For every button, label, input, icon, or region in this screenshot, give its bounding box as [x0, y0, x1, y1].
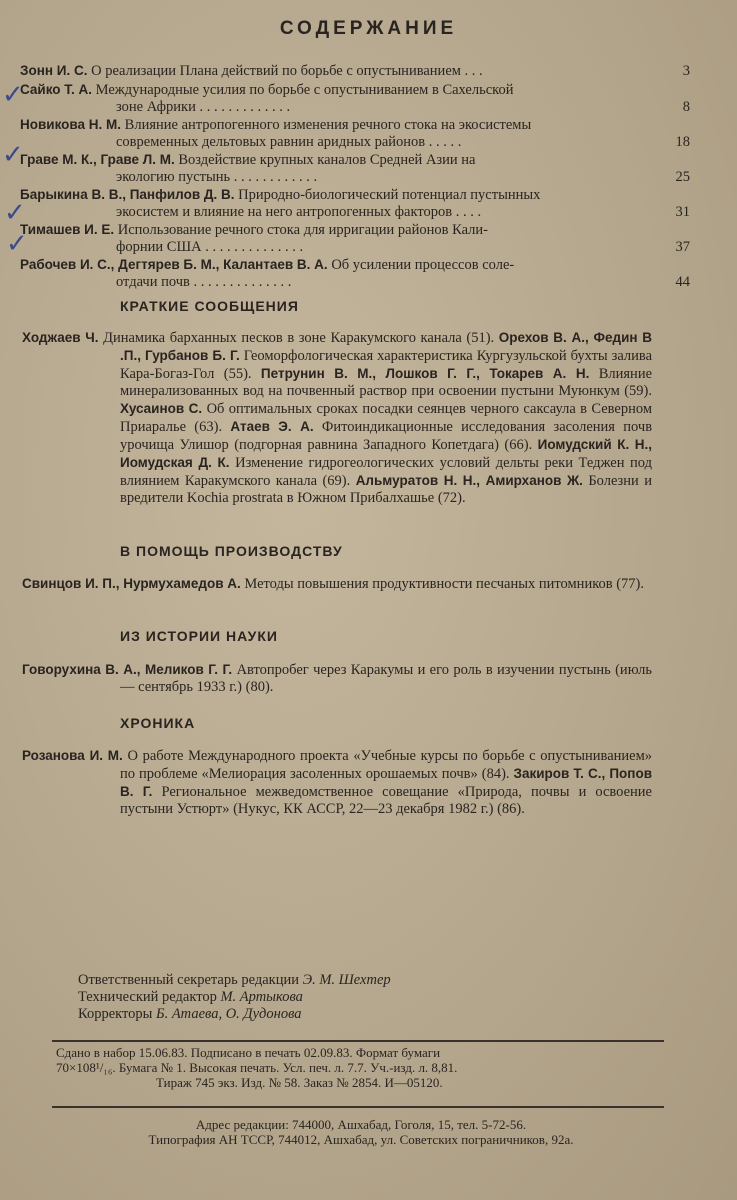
toc-entry: [20, 62, 690, 80]
toc-page: 3: [682, 63, 690, 79]
address-line: Адрес редакции: 744000, Ашхабад, Гоголя, 15, тел. 5-72-56.: [195, 1117, 527, 1132]
history-paragraph: [22, 661, 652, 696]
toc-title: Влияние антропогенного изменения речного стока на экосистемы: [124, 117, 532, 133]
section-heading-short: КРАТКИЕ СООБЩЕНИЯ: [120, 298, 299, 314]
item-title: О работе Международного проекта «Учебные курсы по борьбе с опустыниванием» по проблеме «Мелиорация засоленных орошаемых почв» (84).: [120, 748, 653, 782]
item-title: Изменение гидрогеологических условий дельты реки Теджен под влиянием Каракумского канала (69).: [120, 455, 653, 489]
toc-authors: Граве М. К., Граве Л. М.: [20, 152, 175, 167]
toc-title-cont: зоне Африки . . . . . . . . . . . . .: [116, 99, 291, 115]
short-communications-paragraph: [22, 329, 652, 507]
toc-title-cont: современных дельтовых равнин аридных районов . . . . .: [116, 134, 462, 150]
item-title: Динамика барханных песков в зоне Каракумского канала (51).: [103, 330, 495, 346]
toc-entry: [20, 81, 690, 116]
toc-title: О реализации Плана действий по борьбе с опустыниванием . . .: [91, 63, 483, 79]
toc-page: 37: [675, 239, 690, 255]
check-mark-icon: ✓: [4, 198, 26, 228]
toc-page: 31: [675, 204, 690, 220]
credit-line: Корректоры Б. Атаева, О. Дудонова: [78, 1006, 302, 1022]
toc-entry: [20, 221, 690, 256]
check-mark-icon: ✓: [6, 229, 28, 259]
credit-line: Технический редактор М. Артыкова: [78, 989, 303, 1005]
page-title: СОДЕРЖАНИЕ: [279, 18, 458, 39]
help-paragraph: [22, 575, 652, 593]
imprint-block: [56, 1045, 666, 1090]
toc-entry: [20, 151, 690, 186]
item-authors: Атаев Э. А.: [230, 419, 314, 434]
item-authors: Розанова И. М.: [22, 748, 123, 763]
toc-page: 25: [675, 169, 690, 185]
toc-page: 8: [682, 99, 690, 115]
item-title: Автопробег через Каракумы и его роль в изучении пустынь (июль — сентябрь 1933 г.) (80).: [120, 662, 653, 695]
item-authors: Ходжаев Ч.: [22, 330, 99, 345]
toc-page: 44: [675, 274, 690, 290]
item-title: Об оптимальных сроках посадки сеянцев черного саксаула в Северном Приаралье (63).: [120, 401, 653, 435]
address-line: Типография АН ТССР, 744012, Ашхабад, ул. Советских пограничников, 92а.: [148, 1132, 574, 1147]
imprint-line: Тираж 745 экз. Изд. № 58. Заказ № 2854. И—05120.: [156, 1075, 443, 1090]
item-authors: Закиров Т. С., Попов В. Г.: [120, 766, 652, 799]
item-authors: Иомудский К. Н., Иомудская Д. К.: [120, 437, 653, 470]
divider: [52, 1106, 664, 1108]
check-mark-icon: ✓: [2, 80, 24, 110]
item-title: Фитоиндикационные исследования засоления почв урочища Улишор (подгорная равнина Западного Копетдага) (66).: [120, 419, 653, 453]
address-block: [56, 1117, 666, 1147]
toc-title-cont: экосистем и влияние на него антропогенных факторов . . . .: [116, 204, 482, 220]
toc-authors: Барыкина В. В., Панфилов Д. В.: [20, 187, 235, 202]
item-title: Болезни и вредители Kochia prostrata в Южном Прибалхашье (72).: [120, 473, 652, 506]
item-authors: Орехов В. А., Федин В .П., Гурбанов Б. Г.: [120, 330, 652, 363]
item-authors: Свинцов И. П., Нурмухамедов А.: [22, 576, 241, 591]
section-heading-history: ИЗ ИСТОРИИ НАУКИ: [120, 628, 278, 644]
item-title: Региональное межведомственное совещание «Природа, почвы и освоение пустыни Устюрт» (Нукус, КК АССР, 22—23 декабря 1982 г.) (86).: [120, 784, 652, 817]
imprint-line: Сдано в набор 15.06.83. Подписано в печать 02.09.83. Формат бумаги: [56, 1045, 441, 1060]
toc-authors: Новикова Н. М.: [20, 117, 122, 132]
item-title: Методы повышения продуктивности песчаных питомников (77).: [244, 576, 645, 592]
toc-list: [20, 62, 690, 291]
item-authors: Говорухина В. А., Меликов Г. Г.: [22, 662, 233, 677]
toc-title: Природно-биологический потенциал пустынных: [238, 187, 541, 203]
toc-authors: Рабочев И. С., Дегтярев Б. М., Калантаев В. А.: [20, 257, 328, 272]
credit-line: Ответственный секретарь редакции Э. М. Шехтер: [78, 972, 391, 988]
item-title: Влияние минерализованных вод на почвенный раствор при освоении пустыни Муюнкум (59).: [120, 366, 653, 399]
toc-entry: [20, 186, 690, 221]
toc-title-cont: форнии США . . . . . . . . . . . . . .: [116, 239, 304, 255]
item-authors: Хусаинов С.: [120, 401, 203, 416]
toc-authors: Зонн И. С.: [20, 63, 88, 78]
toc-entry: [20, 116, 690, 151]
toc-title-cont: отдачи почв . . . . . . . . . . . . . .: [116, 274, 292, 290]
toc-title: Использование речного стока для ирригации районов Кали-: [117, 222, 488, 238]
toc-title: Об усилении процессов соле-: [331, 257, 515, 273]
toc-title: Воздействие крупных каналов Средней Азии на: [178, 152, 476, 168]
item-authors: Петрунин В. М., Лошков Г. Г., Токарев А. Н.: [260, 366, 590, 381]
item-authors: Альмуратов Н. Н., Амирханов Ж.: [355, 473, 583, 488]
divider: [52, 1040, 664, 1042]
item-title: Геоморфологическая характеристика Кургузульской бухты залива Кара-Богаз-Гол (55).: [120, 348, 653, 382]
toc-authors: Сайко Т. А.: [20, 82, 93, 97]
toc-title-cont: экологию пустынь . . . . . . . . . . . .: [116, 169, 318, 185]
toc-entry: [20, 256, 690, 291]
imprint-line: 70×108¹/₁₆. Бумага № 1. Высокая печать. Усл. печ. л. 7.7. Уч.-изд. л. 8,81.: [56, 1060, 458, 1075]
section-heading-help: В ПОМОЩЬ ПРОИЗВОДСТВУ: [120, 543, 343, 559]
toc-page: 18: [675, 134, 690, 150]
check-mark-icon: ✓: [2, 140, 24, 170]
toc-title: Международные усилия по борьбе с опустыниванием в Сахельской: [95, 82, 514, 98]
section-heading-chronicle: ХРОНИКА: [120, 715, 196, 731]
editorial-credits: [78, 972, 391, 1023]
toc-authors: Тимашев И. Е.: [20, 222, 115, 237]
chronicle-paragraph: [22, 747, 652, 818]
